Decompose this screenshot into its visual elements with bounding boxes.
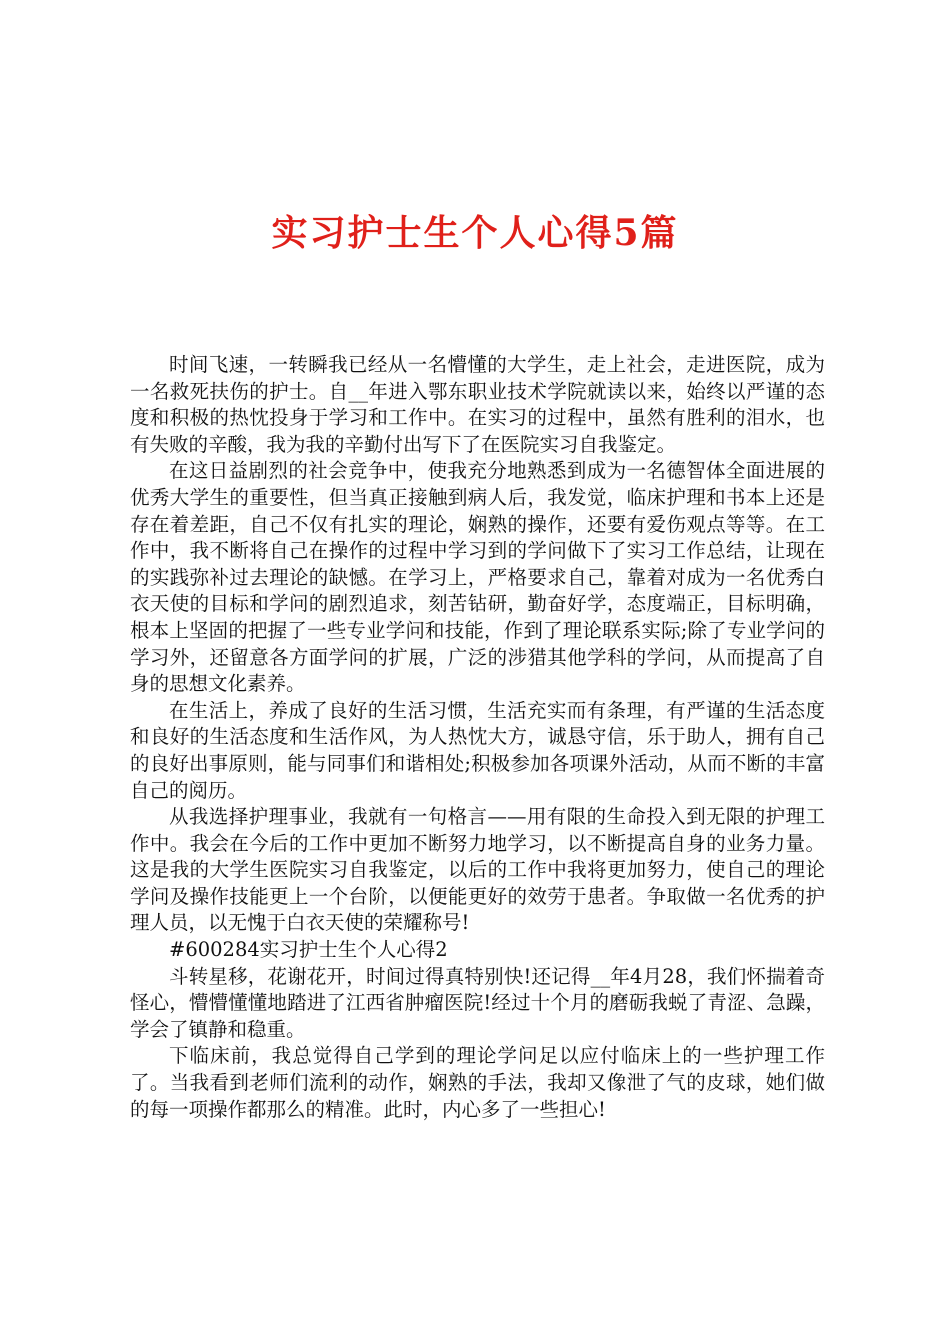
document-title: 实习护士生个人心得5篇 bbox=[271, 212, 679, 254]
paragraph-4: 从我选择护理事业，我就有一句格言——用有限的生命投入到无限的护理工作中。我会在今后的工作中更加不断努力地学习，以不断提高自身的业务力量。这是我的大学生医院实习自我鉴定，以后的工作中我将更加努力，使自己的理论学问及操作技能更上一个台阶，以便能更好的效劳于患者。争取做一名优秀的护理人员，以无愧于白衣天使的荣耀称号! bbox=[130, 805, 825, 935]
paragraph-5: 斗转星移，花谢花开，时间过得真特别快!还记得__年4月28，我们怀揣着奇怪心，懵懵懂懂地踏进了江西省肿瘤医院!经过十个月的磨砺我蜕了青涩、急躁，学会了镇静和稳重。 bbox=[130, 964, 825, 1041]
paragraph-3: 在生活上，养成了良好的生活习惯，生活充实而有条理，有严谨的生活态度和良好的生活态度和生活作风，为人热忱大方，诚恳守信，乐于助人，拥有自己的良好出事原则，能与同事们和谐相处;积极参加各项课外活动，从而不断的丰富自己的阅历。 bbox=[130, 698, 825, 802]
section-heading-2: #600284实习护士生个人心得2 bbox=[169, 938, 448, 962]
paragraph-2: 在这日益剧烈的社会竞争中，使我充分地熟悉到成为一名德智体全面进展的优秀大学生的重要性，但当真正接触到病人后，我发觉，临床护理和书本上还是存在着差距，自己不仅有扎实的理论，娴熟的操作，还要有爱伤观点等等。在工作中，我不断将自己在操作的过程中学习到的学问做下了实习工作总结，让现在的实践弥补过去理论的缺憾。在学习上，严格要求自己，靠着对成为一名优秀白衣天使的目标和学问的剧烈追求，刻苦钻研，勤奋好学，态度端正，目标明确，根本上坚固的把握了一些专业学问和技能，作到了理论联系实际;除了专业学问的学习外，还留意各方面学问的扩展，广泛的涉猎其他学科的学问，从而提高了自身的思想文化素养。 bbox=[130, 459, 825, 696]
document-body bbox=[130, 352, 825, 1123]
paragraph-1: 时间飞速，一转瞬我已经从一名懵懂的大学生，走上社会，走进医院，成为一名救死扶伤的护士。自__年进入鄂东职业技术学院就读以来，始终以严谨的态度和积极的热忱投身于学习和工作中。在实习的过程中，虽然有胜利的泪水，也有失败的辛酸，我为我的辛勤付出写下了在医院实习自我鉴定。 bbox=[130, 353, 825, 456]
paragraph-6: 下临床前，我总觉得自己学到的理论学问足以应付临床上的一些护理工作了。当我看到老师们流利的动作，娴熟的手法，我却又像泄了气的皮球，她们做的每一项操作都那么的精准。此时，内心多了一些担心! bbox=[130, 1044, 825, 1121]
